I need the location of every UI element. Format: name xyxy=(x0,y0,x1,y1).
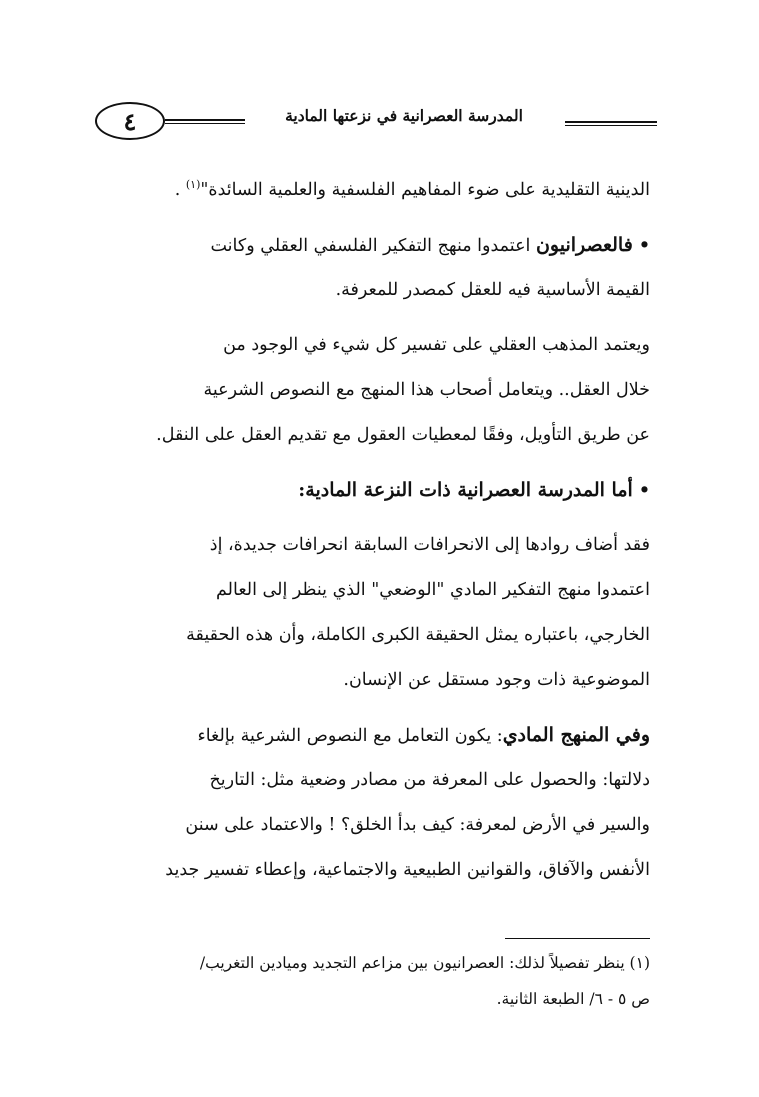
text-line: القيمة الأساسية فيه للعقل كمصدر للمعرفة. xyxy=(335,280,650,300)
text-run: . xyxy=(174,180,186,200)
text-line: والسير في الأرض لمعرفة: كيف بدأ الخلق؟ ! والاعتماد على سنن xyxy=(185,815,650,835)
footnote xyxy=(108,945,650,1017)
text-line xyxy=(108,223,650,268)
text-line: ويعتمد المذهب العقلي على تفسير كل شيء في الوجود من xyxy=(223,335,650,355)
text-line xyxy=(108,713,650,758)
text-line: اعتمدوا منهج التفكير المادي "الوضعي" الذي ينظر إلى العالم xyxy=(216,580,650,600)
footnote-line: ص ٥ - ٦/ الطبعة الثانية. xyxy=(496,990,650,1008)
header-rule xyxy=(565,121,657,123)
text-run: اعتمدوا منهج التفكير الفلسفي العقلي وكانت xyxy=(210,236,536,256)
header-rule xyxy=(565,125,657,126)
bullet-icon: • xyxy=(638,236,650,256)
text-line: دلالتها: والحصول على المعرفة من مصادر وضعية مثل: التاريخ xyxy=(209,770,650,790)
bold-term: فالعصرانيون xyxy=(535,234,633,256)
text-line: الموضوعية ذات وجود مستقل عن الإنسان. xyxy=(343,670,650,690)
running-title: المدرسة العصرانية في نزعتها المادية xyxy=(285,106,523,125)
bold-term: وفي المنهج المادي xyxy=(502,724,650,746)
header-rule xyxy=(165,119,245,121)
body-text xyxy=(108,168,650,893)
footnote-rule xyxy=(505,938,650,939)
section-heading xyxy=(108,468,650,513)
text-run: : يكون التعامل مع النصوص الشرعية بإلغاء xyxy=(197,726,503,746)
text-line: الأنفس والآفاق، والقوانين الطبيعية والاجتماعية، وإعطاء تفسير جديد xyxy=(165,860,650,880)
footnote-line: (١) ينظر تفصيلاً لذلك: العصرانيون بين مزاعم التجديد وميادين التغريب/ xyxy=(199,954,650,972)
text-line: عن طريق التأويل، وفقًا لمعطيات العقول مع تقديم العقل على النقل. xyxy=(156,425,650,445)
text-line: خلال العقل.. ويتعامل أصحاب هذا المنهج مع النصوص الشرعية xyxy=(203,380,650,400)
text-line: فقد أضاف روادها إلى الانحرافات السابقة انحرافات جديدة، إذ xyxy=(209,535,650,555)
header-rule xyxy=(165,123,245,124)
page-number: ٤ xyxy=(95,102,165,140)
text-line: الخارجي، باعتباره يمثل الحقيقة الكبرى الكاملة، وأن هذه الحقيقة xyxy=(186,625,650,645)
text-line xyxy=(108,168,650,213)
text-run: الدينية التقليدية على ضوء المفاهيم الفلسفية والعلمية السائدة" xyxy=(200,180,650,200)
bullet-icon: • xyxy=(638,481,650,501)
footnote-marker: (١) xyxy=(185,178,201,192)
page-header xyxy=(95,100,660,144)
heading-text: أما المدرسة العصرانية ذات النزعة المادية: xyxy=(298,479,633,501)
